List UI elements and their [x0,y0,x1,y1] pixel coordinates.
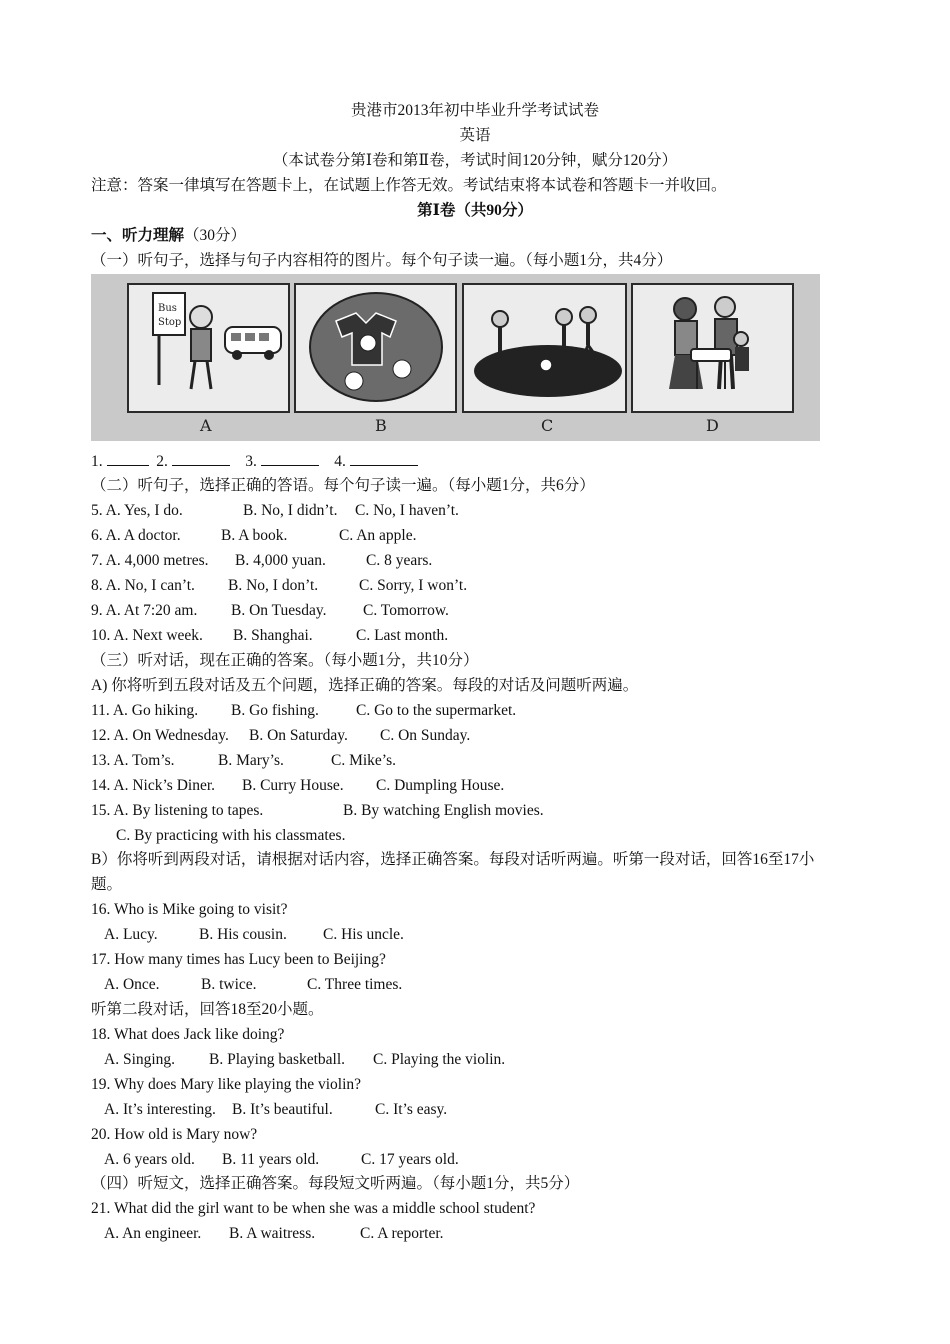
option-a[interactable]: A. An engineer. [104,1225,202,1242]
picture-label-b: B [375,416,387,435]
part3-sub-b: B）你将听到两段对话，请根据对话内容，选择正确答案。每段对话听两遍。听第一段对话，回答16至17小 [91,851,815,868]
question-number: 6. [91,527,103,544]
option-c[interactable]: C. By practicing with his classmates. [116,827,346,844]
question-number: 8. [91,577,103,594]
option-b[interactable]: B. 4,000 yuan. [235,552,326,569]
question-row [91,626,203,646]
blank-label-1: 1. [91,453,103,470]
option-a[interactable]: A. Singing. [104,1051,176,1068]
option-b[interactable]: B. Playing basketball. [209,1051,346,1068]
option-b[interactable]: B. Shanghai. [233,627,313,644]
question-stem: 16. Who is Mike going to visit? [91,901,288,918]
option-a[interactable]: A. Go hiking. [112,702,199,719]
option-a[interactable]: A. By listening to tapes. [113,802,264,819]
option-a[interactable]: A. Once. [104,976,160,993]
question-row [91,576,195,596]
option-b[interactable]: B. Go fishing. [231,702,319,719]
bus-stop-illustration [129,285,288,411]
question-row [91,751,174,771]
option-c[interactable]: C. Last month. [356,627,449,644]
part3-sub-a: A) 你将听到五段对话及五个问题，选择正确的答案。每段的对话及问题听两遍。 [91,677,639,694]
answer-blank-4[interactable] [350,451,418,466]
option-c[interactable]: C. Playing the violin. [373,1051,506,1068]
option-a[interactable]: A. Nick’s Diner. [113,777,216,794]
blank-label-3: 3. [245,453,257,470]
answer-blank-3[interactable] [261,451,319,466]
option-a[interactable]: A. 6 years old. [104,1151,195,1168]
picture-label-d: D [706,416,719,435]
question-stem: 17. How many times has Lucy been to Beijing? [91,951,386,968]
question-stem: 21. What did the girl want to be when she was a middle school student? [91,1200,536,1217]
football-illustration [464,285,625,411]
option-a[interactable]: A. Tom’s. [113,752,175,769]
picture-b [294,283,457,413]
option-c[interactable]: C. Mike’s. [331,752,397,769]
option-c[interactable]: C. No, I haven’t. [355,502,459,519]
question-row [91,551,209,571]
option-b[interactable]: B. No, I didn’t. [243,502,338,519]
option-b[interactable]: B. twice. [201,976,257,993]
second-dialog-instruction: 听第二段对话，回答18至20小题。 [91,1001,324,1018]
option-b[interactable]: B. 11 years old. [222,1151,320,1168]
option-a[interactable]: A. It’s interesting. [104,1101,216,1118]
option-c[interactable]: C. 8 years. [366,552,433,569]
question-number: 12. [91,727,111,744]
question-number: 15. [91,802,111,819]
part1-instruction: （一）听句子，选择与句子内容相符的图片。每个句子读一遍。（每小题1分，共4分） [91,252,673,269]
question-row [91,526,181,546]
picture-d [631,283,794,413]
option-a[interactable]: A. Next week. [113,627,203,644]
bus-sign-word-1: Bus [158,303,177,314]
question-number: 9. [91,602,103,619]
option-a[interactable]: A. At 7:20 am. [105,602,198,619]
option-a[interactable]: A. A doctor. [105,527,181,544]
question-number: 14. [91,777,111,794]
option-a[interactable]: A. 4,000 metres. [105,552,209,569]
question-number: 5. [91,502,103,519]
option-b[interactable]: B. Curry House. [242,777,344,794]
option-c[interactable]: C. Dumpling House. [376,777,505,794]
option-b[interactable]: B. A waitress. [229,1225,316,1242]
picture-label-a: A [200,416,212,435]
clothes-illustration [296,285,455,411]
bus-sign-word-2: Stop [158,317,182,328]
part4-instruction: （四）听短文，选择正确答案。每段短文听两遍。（每小题1分，共5分） [91,1175,580,1192]
answer-blank-1[interactable] [107,451,149,466]
part2-instruction: （二）听句子，选择正确的答语。每个句子读一遍。（每小题1分，共6分） [91,477,595,494]
exam-title: 贵港市2013年初中毕业升学考试试卷 [350,102,599,119]
option-b[interactable]: B. A book. [221,527,288,544]
notice: 注意：答案一律填写在答题卡上，在试题上作答无效。考试结束将本试卷和答题卡一并收回。 [91,177,727,194]
part3-instruction: （三）听对话，现在正确的答案。（每小题1分，共10分） [91,652,479,669]
section-title: 一、听力理解 [91,227,185,244]
option-b[interactable]: B. Mary’s. [218,752,284,769]
question-stem: 18. What does Jack like doing? [91,1026,285,1043]
question-row [91,601,197,621]
option-c[interactable]: C. It’s easy. [375,1101,448,1118]
question-row [91,776,215,796]
picture-label-c: C [541,416,554,435]
option-c[interactable]: C. An apple. [339,527,417,544]
option-b[interactable]: B. It’s beautiful. [232,1101,333,1118]
option-c[interactable]: C. Tomorrow. [363,602,449,619]
answer-blank-2[interactable] [172,451,230,466]
option-c[interactable]: C. Sorry, I won’t. [359,577,468,594]
option-b[interactable]: B. On Tuesday. [231,602,327,619]
option-c[interactable]: C. A reporter. [360,1225,444,1242]
option-c[interactable]: C. Three times. [307,976,403,993]
section-heading [91,226,246,246]
picture-a [127,283,290,413]
volume-heading: 第Ⅰ卷（共90分） [417,202,533,219]
question-number: 7. [91,552,103,569]
option-a[interactable]: A. No, I can’t. [105,577,195,594]
option-a[interactable]: A. Lucy. [104,926,158,943]
exam-subject: 英语 [459,127,491,144]
question-stem: 20. How old is Mary now? [91,1126,258,1143]
option-a[interactable]: A. On Wednesday. [113,727,229,744]
listening-pictures [91,274,820,441]
question-row [91,701,198,721]
blank-label-2: 2. [156,453,168,470]
section-score: （30分） [184,227,247,244]
question-row [91,726,229,746]
option-b[interactable]: B. No, I don’t. [228,577,319,594]
option-c[interactable]: C. On Sunday. [380,727,471,744]
answer-blanks-row [91,451,418,472]
question-row [91,501,183,521]
picture-c [462,283,627,413]
question-row [91,801,263,821]
question-stem: 19. Why does Mary like playing the violin? [91,1076,362,1093]
part3-sub-b-cont: 题。 [91,876,123,893]
paper-note: （本试卷分第Ⅰ卷和第Ⅱ卷，考试时间120分钟，赋分120分） [272,152,678,169]
question-number: 10. [91,627,111,644]
blank-label-4: 4. [334,453,346,470]
option-a[interactable]: A. Yes, I do. [105,502,183,519]
option-b[interactable]: B. On Saturday. [249,727,348,744]
option-c[interactable]: C. 17 years old. [361,1151,459,1168]
option-c[interactable]: C. Go to the supermarket. [356,702,517,719]
family-illustration [633,285,792,411]
option-b[interactable]: B. His cousin. [199,926,287,943]
option-b[interactable]: B. By watching English movies. [343,802,544,819]
question-number: 13. [91,752,111,769]
option-c[interactable]: C. His uncle. [323,926,404,943]
question-number: 11. [91,702,110,719]
